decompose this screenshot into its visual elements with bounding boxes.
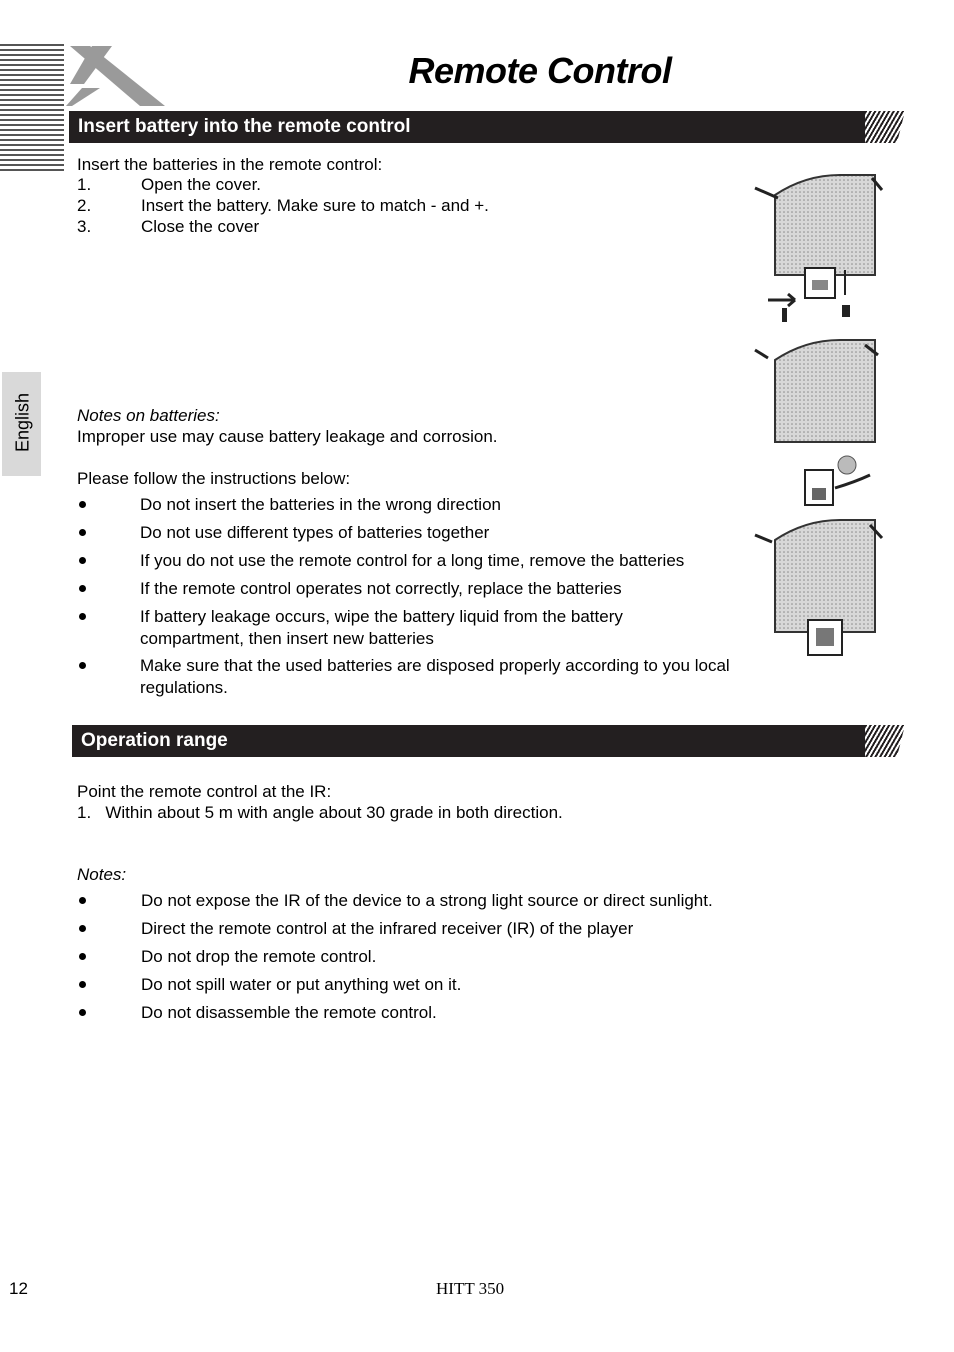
range-intro: Point the remote control at the IR:: [77, 782, 332, 801]
battery-bullet: Make sure that the used batteries are disposed properly according to you local regulations.: [140, 656, 730, 697]
page-number: 12: [9, 1279, 28, 1298]
battery-notes-title: Notes on batteries:: [77, 406, 220, 425]
bullet-dot: [79, 557, 86, 564]
battery-bullet: If battery leakage occurs, wipe the battery liquid from the battery compartment, then insert new batteries: [140, 607, 623, 648]
bullet-dot: [79, 613, 86, 620]
battery-bullet: Do not use different types of batteries together: [140, 523, 490, 542]
range-bullet: Direct the remote control at the infrared receiver (IR) of the player: [141, 919, 634, 938]
range-notes-title: Notes:: [77, 865, 127, 884]
bullet-dot: [79, 662, 86, 669]
bullet-dot: [79, 585, 86, 592]
step-number: 2.: [77, 196, 92, 215]
step-number: 3.: [77, 217, 92, 236]
section-heading-range: [72, 725, 867, 757]
bullet-dot: [79, 925, 86, 932]
step-text: Insert the battery. Make sure to match - and +.: [141, 196, 489, 215]
battery-bullet: If you do not use the remote control for a long time, remove the batteries: [140, 551, 685, 570]
bullet-dot: [79, 897, 86, 904]
bullet-dot: [79, 981, 86, 988]
hatch-decoration: [865, 725, 905, 757]
language-tab-label: English: [12, 392, 33, 453]
section-heading-battery: [69, 111, 867, 143]
battery-bullet: If the remote control operates not correctly, replace the batteries: [140, 579, 622, 598]
step-number: 1.: [77, 175, 92, 194]
bullet-dot: [79, 953, 86, 960]
range-step: 1. Within about 5 m with angle about 30 grade in both direction.: [77, 803, 563, 822]
section-heading-battery-text: Insert battery into the remote control: [78, 116, 411, 137]
battery-intro: Insert the batteries in the remote control:: [77, 155, 383, 174]
range-bullet: Do not disassemble the remote control.: [141, 1003, 437, 1022]
range-bullet: Do not spill water or put anything wet on it.: [141, 975, 462, 994]
step-text: Close the cover: [141, 217, 260, 236]
battery-follow-text: Please follow the instructions below:: [77, 469, 351, 488]
hatch-decoration: [865, 111, 905, 143]
bullet-dot: [79, 501, 86, 508]
battery-notes-text: Improper use may cause battery leakage and corrosion.: [77, 427, 498, 446]
section-heading-range-text: Operation range: [81, 730, 228, 751]
step-text: Open the cover.: [141, 175, 262, 194]
model-name: HITT 350: [436, 1279, 505, 1298]
battery-bullet: Do not insert the batteries in the wrong direction: [140, 495, 501, 514]
bullet-dot: [79, 529, 86, 536]
battery-illustration: [750, 170, 890, 665]
range-bullet: Do not expose the IR of the device to a strong light source or direct sunlight.: [141, 891, 713, 910]
range-bullet: Do not drop the remote control.: [141, 947, 377, 966]
page-title: Remote Control: [408, 50, 672, 91]
bullet-dot: [79, 1009, 86, 1016]
